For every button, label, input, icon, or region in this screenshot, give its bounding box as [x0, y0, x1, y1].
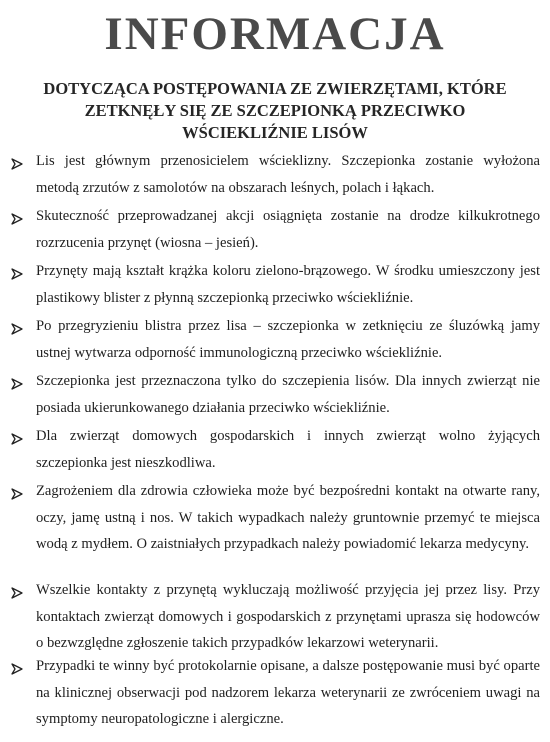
list-item-text: Przypadki te winny być protokolarnie opisane, a dalsze postępowanie musi być oparte na klinicznej obserwacji pod nadzorem lekarza weterynarii ze zwróceniem uwagi na symptomy neuropatologiczne i alergiczne. [36, 658, 540, 728]
list-item-text: Dla zwierząt domowych gospodarskich i innych zwierząt wolno żyjących szczepionka jest nieszkodliwa. [36, 428, 540, 471]
arrow-right-icon [10, 157, 24, 171]
arrow-right-icon [10, 267, 24, 281]
page-subtitle: DOTYCZĄCA POSTĘPOWANIA ZE ZWIERZĘTAMI, KTÓRE ZETKNĘŁY SIĘ ZE SZCZEPIONKĄ PRZECIWKO WŚCIEKLIŹNIE LISÓW [43, 79, 507, 142]
list-item-text: Lis jest głównym przenosicielem wścieklizny. Szczepionka zostanie wyłożona metodą zrzutów z samolotów na obszarach leśnych, polach i łąkach. [36, 153, 540, 196]
arrow-right-icon [10, 432, 24, 446]
arrow-right-icon [10, 322, 24, 336]
list-item-text: Wszelkie kontakty z przynętą wykluczają możliwość przyjęcia jej przez lisy. Przy kontaktach zwierząt domowych i gospodarskich z przynętami uprasza się hodowców o bezwzględne zgłoszenie takich przypadków lekarzowi weterynarii. [36, 582, 540, 652]
arrow-right-icon [10, 662, 24, 676]
arrow-right-icon [10, 212, 24, 226]
arrow-right-icon [10, 586, 24, 600]
list-item-text: Szczepionka jest przeznaczona tylko do szczepienia lisów. Dla innych zwierząt nie posiada ukierunkowanego działania przeciwko wściekliźnie. [36, 373, 540, 416]
list-item-text: Przynęty mają kształt krążka koloru zielono-brązowego. W środku umieszczony jest plastikowy blister z płynną szczepionką przeciwko wściekliźnie. [36, 263, 540, 306]
arrow-right-icon [10, 377, 24, 391]
list-item-text: Skuteczność przeprowadzanej akcji osiągnięta zostanie na drodze kilkukrotnego rozrzucenia przynęt (wiosna – jesień). [36, 208, 540, 251]
page-title: INFORMACJA [104, 8, 446, 60]
list-item-text: Zagrożeniem dla zdrowia człowieka może być bezpośredni kontakt na otwarte rany, oczy, jamę ustną i nos. W takich wypadkach należy gruntownie przemyć te miejsca wodą z mydłem. O zaistniałych przypadkach należy powiadomić lekarza medycyny. [36, 483, 540, 553]
list-item-text: Po przegryzieniu blistra przez lisa – szczepionka w zetknięciu ze śluzówką jamy ustnej wytwarza odporność immunologiczną przeciwko wściekliźnie. [36, 318, 540, 361]
arrow-right-icon [10, 487, 24, 501]
